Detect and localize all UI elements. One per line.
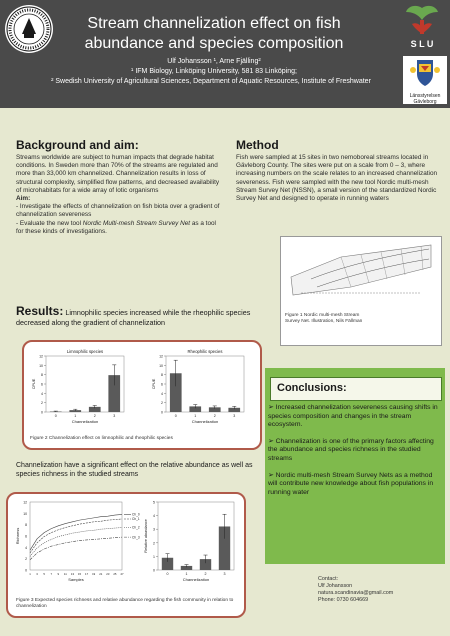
- aim-label: Aim:: [16, 195, 31, 203]
- richness-xtick-label: 25: [113, 572, 117, 576]
- richness-ytick-label: 6: [25, 534, 27, 539]
- limnophilic-xtick-label: 1: [74, 414, 77, 418]
- figure-3-caption: Figure 3 Expected species richness and relative abundance regarding the fish community in relation to channelization: [16, 598, 234, 609]
- richness-xtick-label: 11: [63, 572, 67, 576]
- relative-abundance-ytick-label: 0: [153, 568, 155, 573]
- limnophilic-ytick-label: 12: [39, 354, 43, 359]
- rheophilic-ytick-label: 10: [159, 363, 163, 368]
- rheophilic-xtick-label: 0: [174, 414, 177, 418]
- method-paragraph: Fish were sampled at 15 sites in two nemoboreal streams located in Gävleborg County. The sites were put on a scale from 0 – 3, where increasing numbers on the scale relates to an increased channelization severeness. Fish were sampled with the new tool Nordic multi-mesh Stream Survey Net (NSSN), a small version of the standardized Nordic Survey Net and designed to operate in running waters: [236, 154, 438, 203]
- contact-phone: Phone: 0730 604669: [318, 597, 369, 603]
- relative-abundance-ytick-label: 4: [153, 514, 155, 519]
- conclusions-list: [268, 402, 443, 497]
- richness-xtick-label: 19: [92, 572, 96, 576]
- rheophilic-ytick-label: 0: [161, 410, 163, 415]
- richness-xtick-label: 21: [99, 572, 103, 576]
- richness-ytick-label: 10: [23, 511, 27, 516]
- figure-2-panel: [22, 340, 262, 450]
- richness-xtick-label: 23: [106, 572, 110, 576]
- limnophilic-title: Limnophilic species: [66, 349, 104, 354]
- relative-abundance-ytick-label: 2: [153, 541, 155, 546]
- conclusion-item-3: ➢ Nordic multi-mesh Stream Survey Nets as a method will contribute new knowledge about fish populations in running water: [268, 471, 434, 496]
- affiliation-2: ² Swedish University of Agricultural Sciences, Department of Aquatic Resources, Institute of Freshwater: [51, 78, 371, 85]
- figure-1-caption: Figure 1 Nordic multi-mesh Stream Survey Net. Illustration, Nils Fällman: [285, 313, 363, 324]
- relative-abundance-xtick-label: 1: [185, 572, 188, 576]
- poster-title: Stream channelization effect on fish abundance and species composition: [84, 15, 344, 52]
- background-heading: Background and aim:: [16, 138, 139, 152]
- richness-legend-label: Ch_0: [132, 512, 140, 517]
- figure-3-panel: [6, 492, 246, 618]
- richness-legend-label: Ch_1: [132, 517, 140, 522]
- results-subtitle: Limnophilic species increased while the rheophilic species decreased along the gradient of channelization: [16, 308, 251, 327]
- conclusion-item-1: ➢ Increased channelization severeness causing shifts in species composition and changes in the stream ecosystem.: [268, 404, 438, 429]
- contact-label: Contact:: [318, 576, 339, 582]
- figure-2-chart: [24, 342, 260, 432]
- figure-1-frame: [280, 236, 442, 346]
- relative-abundance-xtick-label: 0: [166, 572, 169, 576]
- results-mid-text: Channelization have a significant effect on the relative abundance as well as species richness in the studied streams: [16, 462, 253, 478]
- conclusions-title-box: [270, 377, 442, 401]
- slu-logo-text: S L U: [410, 39, 434, 49]
- richness-xtick-label: 27: [120, 572, 124, 576]
- relative-abundance-xlabel: Channelization: [182, 577, 210, 582]
- richness-xtick-label: 15: [77, 572, 82, 576]
- richness-ytick-label: 0: [25, 568, 27, 573]
- rheophilic-ytick-label: 6: [161, 382, 163, 387]
- richness-xtick-label: 9: [57, 572, 60, 576]
- richness-ytick-label: 12: [23, 500, 27, 505]
- limnophilic-ytick-label: 0: [41, 410, 43, 415]
- relative-abundance-ytick-label: 3: [153, 527, 155, 532]
- richness-xtick-label: 17: [85, 572, 89, 576]
- relative-abundance-ytick-label: 5: [153, 500, 155, 505]
- richness-xtick-label: 7: [50, 572, 53, 576]
- limnophilic-ytick-label: 6: [41, 382, 43, 387]
- method-heading: Method: [236, 138, 279, 152]
- lansstyrelsen-logo: [403, 56, 447, 104]
- relative-abundance-xtick-label: 3: [223, 572, 226, 576]
- richness-legend-label: Ch_2: [132, 525, 140, 530]
- rheophilic-ytick-label: 2: [161, 401, 163, 406]
- results-heading-block: [16, 306, 266, 328]
- background-paragraph: Streams worldwide are subject to human impacts that degrade habitat conditions. In Sweden more than 70% of the streams are regulated and more than 33,000 km channelized. Channelization results in loss of structural complexity, simplified flow patterns, and decreased availability of microhabitats for a wide array of lotic organisms: [16, 154, 220, 194]
- limnophilic-ytick-label: 2: [41, 401, 43, 406]
- richness-ytick-label: 4: [25, 545, 27, 550]
- affiliation-1: ¹ IFM Biology, Linköping University, 581 83 Linköping;: [131, 68, 297, 75]
- rheophilic-title: Rheophilic species: [187, 349, 223, 354]
- authors: [54, 57, 374, 77]
- results-heading: Results:: [16, 304, 64, 318]
- limnophilic-xtick-label: 3: [113, 414, 116, 418]
- richness-ytick-label: 8: [25, 523, 27, 528]
- contact-block: [318, 576, 438, 604]
- rheophilic-ytick-label: 4: [161, 391, 163, 396]
- richness-xtick-label: 5: [43, 572, 45, 576]
- rheophilic-ytick-label: 12: [159, 354, 163, 359]
- richness-legend-label: Ch_3: [132, 535, 140, 540]
- rheophilic-ylabel: CPUE: [152, 378, 156, 390]
- richness-xtick-label: 3: [36, 572, 38, 576]
- richness-ytick-label: 2: [25, 557, 27, 562]
- liu-seal-icon: [4, 4, 54, 54]
- net-illustration-icon: [281, 237, 439, 309]
- limnophilic-ytick-label: 4: [41, 391, 43, 396]
- limnophilic-xlabel: Channelization: [71, 419, 99, 424]
- relative-abundance-xtick-label: 2: [204, 572, 207, 576]
- contact-email[interactable]: natura.scandinavia@gmail.com: [318, 590, 394, 596]
- aim-item-1: - Investigate the effects of channelization on fish biota over a gradient of channelization severeness: [16, 203, 220, 219]
- limnophilic-xtick-label: 2: [93, 414, 96, 418]
- author-names: Ulf Johansson ¹, Arne Fjälling²: [167, 58, 261, 65]
- aim-item-2: - Evaluate the new tool Nordic Multi-mesh Stream Survey Net as a tool for these kinds of investigations.: [16, 219, 216, 235]
- relative-abundance-ytick-label: 1: [153, 554, 155, 559]
- slu-logo-icon: [398, 2, 446, 52]
- figure-2-caption: Figure 2 Channelization effect on limnophilic and rheophilic species: [30, 436, 173, 441]
- lansstyrelsen-crest-icon: [403, 56, 447, 88]
- relative-abundance-ylabel: Relative abundance: [144, 519, 148, 553]
- rheophilic-ytick-label: 8: [161, 373, 163, 378]
- contact-name: Ulf Johansson: [318, 583, 353, 589]
- lansstyrelsen-text: Länsstyrelsen Gävleborg: [409, 93, 441, 105]
- limnophilic-ylabel: CPUE: [32, 378, 36, 390]
- conclusions-heading: Conclusions:: [277, 382, 347, 394]
- rheophilic-xtick-label: 1: [194, 414, 197, 418]
- richness-xlabel: Samples: [68, 577, 84, 582]
- figure-3-chart: [8, 494, 244, 594]
- rheophilic-xtick-label: 3: [233, 414, 236, 418]
- rheophilic-xlabel: Channelization: [191, 419, 219, 424]
- richness-plot-area: [30, 502, 122, 570]
- rheophilic-xtick-label: 2: [213, 414, 216, 418]
- background-text: [16, 154, 224, 236]
- limnophilic-ytick-label: 10: [39, 363, 43, 368]
- richness-xtick-label: 1: [29, 572, 31, 576]
- richness-ylabel: Richness: [15, 527, 20, 545]
- limnophilic-ytick-label: 8: [41, 373, 43, 378]
- limnophilic-xtick-label: 0: [54, 414, 57, 418]
- conclusion-item-2: ➢ Channelization is one of the primary factors affecting the abundance and species richness in the studied streams: [268, 437, 434, 462]
- richness-xtick-label: 13: [70, 572, 75, 576]
